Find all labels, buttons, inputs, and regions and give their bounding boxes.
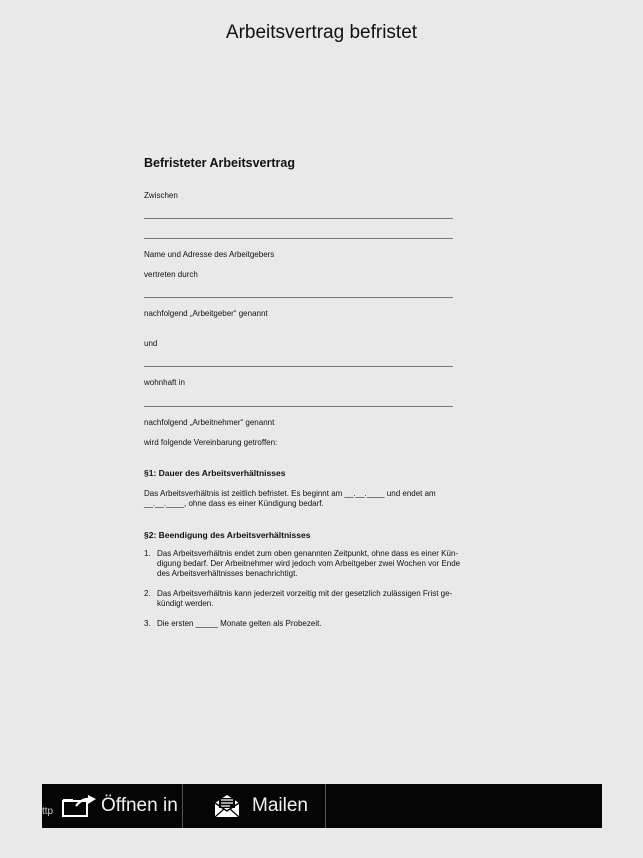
blank-line [144, 366, 453, 367]
list-item-line: digung bedarf. Der Arbeitnehmer wird jedoch vom Arbeitgeber zwei Wochen vor Ende [157, 559, 461, 568]
list-item-number: 3. [144, 619, 151, 628]
list-item-line: des Arbeitsverhältnisses benachrichtigt. [157, 569, 298, 578]
list-item-line: Die ersten _____ Monate gelten als Probezeit. [157, 619, 322, 628]
agreement-intro: wird folgende Vereinbarung getroffen: [144, 438, 278, 447]
list-item-number: 1. [144, 549, 151, 558]
list-item-line: Das Arbeitsverhältnis endet zum oben genannten Zeitpunkt, ohne dass es einer Kün- [157, 549, 459, 558]
bottom-toolbar [42, 784, 602, 828]
blank-line [144, 238, 453, 239]
represented-by-label: vertreten durch [144, 270, 198, 279]
mail-icon [213, 793, 241, 824]
page-title: Arbeitsvertrag befristet [225, 22, 418, 43]
open-in-label: Öffnen in [101, 795, 178, 816]
employer-named-text: nachfolgend „Arbeitgeber“ genannt [144, 309, 268, 318]
blank-line [144, 297, 453, 298]
toolbar-empty-area [326, 784, 602, 828]
blank-line [144, 218, 453, 219]
employer-label: Name und Adresse des Arbeitgebers [144, 250, 275, 259]
section1-heading: §1: Dauer des Arbeitsverhältnisses [144, 468, 286, 478]
section1-text-line: Das Arbeitsverhältnis ist zeitlich befristet. Es beginnt am __.__.____ und endet am [144, 489, 436, 498]
mail-button[interactable] [183, 784, 326, 828]
and-label: und [144, 339, 158, 348]
mail-label: Mailen [252, 795, 308, 816]
open-in-button[interactable] [42, 784, 183, 828]
employee-named-text: nachfolgend „Arbeitnehmer“ genannt [144, 418, 275, 427]
list-item-line: kündigt werden. [157, 599, 214, 608]
between-label: Zwischen [144, 191, 178, 200]
list-item-line: Das Arbeitsverhältnis kann jederzeit vorzeitig mit der gesetzlich zulässigen Frist ge- [157, 589, 453, 598]
section2-heading: §2: Beendigung des Arbeitsverhältnisses [144, 530, 311, 540]
open-in-icon [62, 794, 98, 823]
resident-label: wohnhaft in [144, 378, 185, 387]
section1-text-line: __.__.____, ohne dass es einer Kündigung bedarf. [144, 499, 324, 508]
blank-line [144, 406, 453, 407]
truncated-url-text: ttp [42, 806, 54, 817]
document-heading: Befristeter Arbeitsvertrag [144, 156, 295, 170]
list-item-number: 2. [144, 589, 151, 598]
